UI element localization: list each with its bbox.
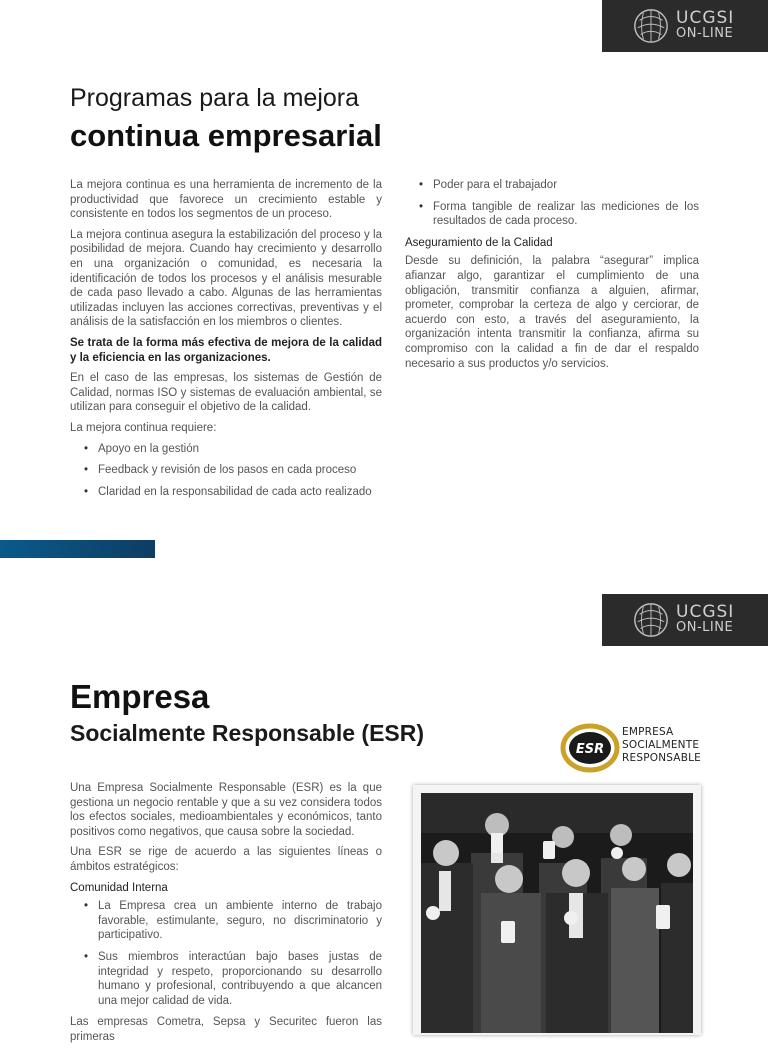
section2-title-line2: Socialmente Responsable (ESR)	[70, 720, 425, 746]
group-photo-image	[421, 793, 693, 1033]
paragraph: Una Empresa Socialmente Responsable (ESR) es la que gestiona un negocio rentable y que a su vez considera todos los efectos sociales, medioambientales y económicos, tanto positivos como negativos, que causa sobre la sociedad.	[70, 782, 382, 838]
esr-line2: SOCIALMENTE	[622, 739, 700, 751]
requirements-list	[70, 442, 382, 500]
paragraph: La mejora continua requiere:	[70, 421, 217, 434]
esr-line1: EMPRESA	[622, 726, 674, 738]
esr-line3: RESPONSABLE	[622, 752, 701, 764]
section2-left-column	[70, 781, 382, 1051]
list-item: • Forma tangible de realizar las mediciones de los resultados de cada proceso.	[433, 200, 699, 229]
paragraph: En el caso de las empresas, los sistemas de Gestión de Calidad, normas ISO y sistemas de evaluación ambiental, se utilizan para conseguir el objetivo de la calidad.	[70, 372, 382, 414]
logo-line1: UCGSI	[676, 602, 735, 622]
section1-title-line2: continua empresarial	[70, 118, 382, 153]
list-item: • La Empresa crea un ambiente interno de trabajo favorable, estimulante, seguro, no discriminatorio y participativo.	[98, 899, 382, 943]
list-item: • Feedback y revisión de los pasos en cada proceso	[98, 463, 382, 478]
paragraph: La mejora continua es una herramienta de incremento de la productividad que favorece un crecimiento estable y consistente en todos los segmentos de un proceso.	[70, 179, 382, 221]
section1-right-column	[405, 178, 699, 377]
esr-logo-text	[622, 726, 701, 765]
subheading: Comunidad Interna	[70, 881, 168, 894]
list-item: • Poder para el trabajador	[433, 178, 699, 193]
section2-title-line1: Empresa	[70, 678, 210, 715]
requirements-list-cont	[405, 178, 699, 229]
paragraph: La mejora continua asegura la estabilización del proceso y la posibilidad de mejora. Cuando hay crecimiento y desarrollo en una organización o comunidad, es necesaria la identificación de todos los procesos y el análisis mesurable de cada paso llevado a cabo. Algunas de las herramientas utilizadas incluyen las acciones correctivas, preventivas y el análisis de la satisfacción en los miembros o clientes.	[70, 228, 382, 329]
award-group-photo	[413, 785, 701, 1035]
subheading: Aseguramiento de la Calidad	[405, 236, 553, 249]
list-item: • Apoyo en la gestión	[98, 442, 382, 457]
logo-line2: ON-LINE	[676, 620, 734, 635]
brain-globe-icon	[632, 7, 670, 45]
list-item: • Sus miembros interactúan bajo bases justas de integridad y respeto, proporcionando su desarrollo humano y profesional, contribuyendo a que alcancen una mejor calidad de vida.	[98, 950, 382, 1008]
esr-badge-text: ESR	[575, 742, 605, 757]
section1-left-column	[70, 178, 382, 506]
logo-line1: UCGSI	[676, 8, 735, 28]
ucgsi-logo	[602, 594, 768, 646]
paragraph: Desde su definición, la palabra “asegurar” implica afianzar algo, garantizar el cumplimiento de una obligación, transmitir confianza a alguien, afirmar, prometer, comprobar la certeza de algo y cerciorar, de acuerdo con esto, a través del aseguramiento, la organización intenta transmitir la confianza, afirma su compromiso con la calidad a fin de dar el respaldo necesario a sus productos y/o servicios.	[405, 255, 699, 370]
paragraph: Las empresas Cometra, Sepsa y Securitec fueron las primeras	[70, 1016, 382, 1043]
brain-globe-icon	[632, 601, 670, 639]
highlight-paragraph: Se trata de la forma más efectiva de mejora de la calidad y la eficiencia en las organizaciones.	[70, 336, 382, 364]
logo-line2: ON-LINE	[676, 26, 734, 41]
paragraph: Una ESR se rige de acuerdo a las siguientes líneas o ámbitos estratégicos:	[70, 846, 382, 873]
community-list	[70, 899, 382, 1008]
ucgsi-logo	[602, 0, 768, 52]
list-item: • Claridad en la responsabilidad de cada acto realizado	[98, 485, 382, 500]
decorative-stripe	[0, 540, 155, 558]
section1-title-line1: Programas para la mejora	[70, 84, 360, 112]
